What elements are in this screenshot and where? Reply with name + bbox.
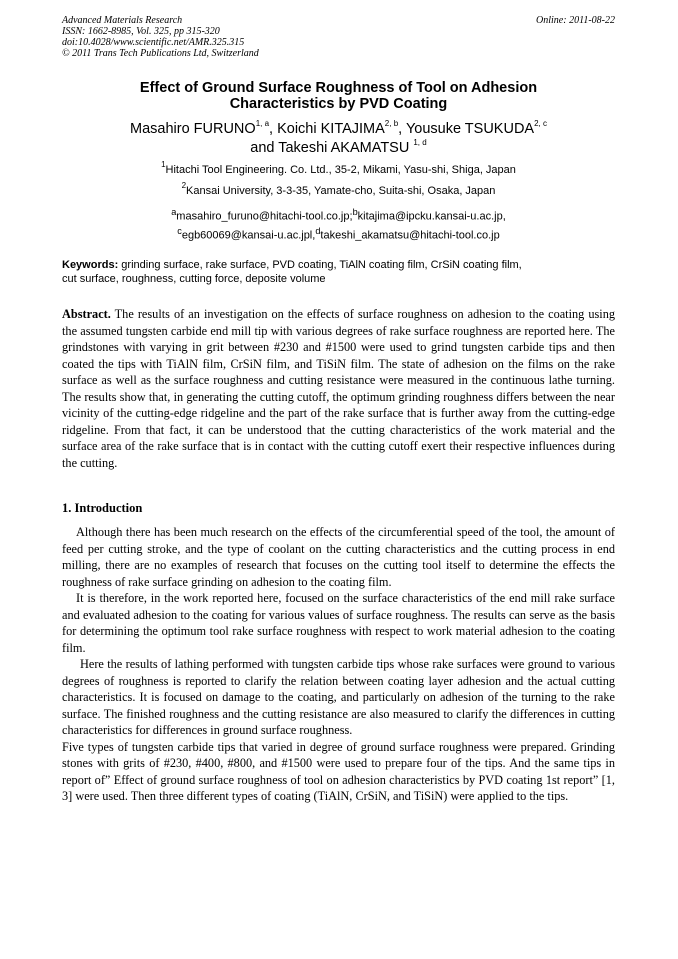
email-line-1	[62, 205, 615, 224]
abstract-text: The results of an investigation on the effects of surface roughness on adhesion to the coating using the assumed tungsten carbide end mill tip with various degrees of rake surface roughness are reported here. The grindstones with varying in grit between #230 and #1500 were used to grind tungsten carbide tips and then coated the tips with TiAlN film, CrSiN film, and TiSiN film. The state of adhesion on the films on the rake surface as well as the surface roughness and cutting resistance were measured in the continuous lathe turning. The results show that, in generating the cutting cutoff, the optimum grinding roughness differs between the near vicinity of the cutting-edge ridgeline and the part of the rake surface that is further away from the cutting-edge ridgeline. From that fact, it can be understood that the cutting characteristics of the work material and the surface area of the rake surface that is in contact with the cutting cutoff exert their respective influences during the cutting.	[62, 307, 615, 470]
abstract-paragraph	[62, 306, 615, 471]
email-sup: c	[177, 225, 182, 236]
title-line-2: Characteristics by PVD Coating	[229, 96, 448, 112]
journal-name: Advanced Materials Research	[62, 15, 183, 26]
email-address: takeshi_akamatsu@hitachi-tool.co.jp	[320, 229, 500, 242]
author-sup: 2, c	[534, 119, 547, 129]
online-date: Online: 2011-08-22	[536, 15, 615, 26]
author-name: and Takeshi AKAMATSU	[250, 140, 414, 156]
intro-paragraph-4: Five types of tungsten carbide tips that varied in degree of ground surface roughness were prepared. Grinding stones with grits of #230, #400, #800, and #1500 were used to prepare four of the tips. And the same tips in report of” Effect of ground surface roughness of tool on adhesion characteristics by PVD coating 1st report” [1, 3] were used. Then three different types of coating (TiAlN, CrSiN, and TiSiN) were applied to the tips.	[62, 739, 615, 803]
email-address: kitajima@ipcku.kansai-u.ac.jp,	[357, 210, 506, 223]
keywords-text: grinding surface, rake surface, PVD coating, TiAlN coating film, CrSiN coating film,	[118, 259, 522, 271]
intro-paragraph-3: Here the results of lathing performed with tungsten carbide tips whose rake surfaces were ground to various degrees of roughness is reported to clarify the relation between coating layer adhesion and the actual cutting characteristics. It is focused on damage to the coating, and particularly on adhesion of the turning to the rake surface. The finished roughness and the cutting resistance are also measured to clarify the differences in cutting characteristics for differences in ground surface roughness.	[62, 657, 615, 737]
journal-header	[62, 15, 615, 59]
journal-doi: doi:10.4028/www.scientific.net/AMR.325.315	[62, 37, 245, 48]
affiliation-text: Hitachi Tool Engineering. Co. Ltd., 35-2, Mikami, Yasu-shi, Shiga, Japan	[165, 164, 516, 176]
author-sup: 2, b	[384, 119, 399, 129]
affiliation-1	[62, 160, 615, 177]
affiliation-text: Kansai University, 3-3-35, Yamate-cho, Suita-shi, Osaka, Japan	[186, 185, 496, 197]
intro-paragraph-2: It is therefore, in the work reported here, focused on the surface characteristics of the end mill rake surface and evaluated adhesion to the coating for various values of surface roughness. The results can serve as the basis for determining the optimum tool rake surface roughness with respect to work material adhesion to the coating film.	[62, 591, 615, 655]
affiliation-2	[62, 181, 615, 198]
author-line-1: Masahiro FURUNO$^{1, a}$, Koichi KITAJIMA$^{2, b}$, Yousuke TSUKUDA$^{2, c}$	[130, 119, 547, 137]
affiliation-sup: 2	[181, 181, 187, 191]
keywords-label: Keywords:	[62, 259, 119, 271]
email-address: masahiro_furuno@hitachi-tool.co.jp;	[176, 210, 353, 223]
keywords-line-1	[62, 258, 615, 272]
email-line-2	[62, 224, 615, 243]
email-address: egb60069@kansai-u.ac.jpl,	[181, 229, 316, 242]
introduction-body	[62, 524, 615, 805]
abstract-label: Abstract.	[62, 307, 111, 321]
keywords	[62, 258, 615, 286]
intro-paragraph-1: Although there has been much research on the effects of the circumferential speed of the tool, the amount of feed per cutting stroke, and the type of coolant on the cutting characteristics and the cutting process in end milling, there are no examples of research that focuses on the cutting tool itself to determine the effects the roughness of rake surface grinding on adhesion to the coating film.	[62, 525, 615, 589]
author-name: Yousuke TSUKUDA	[405, 121, 535, 137]
author-sup: 1, d	[413, 138, 427, 148]
title-line-1: Effect of Ground Surface Roughness of Tool on Adhesion	[139, 80, 538, 96]
author-sup: 1, a	[255, 119, 270, 129]
section-heading-introduction: 1. Introduction	[62, 501, 143, 515]
author-name: Masahiro FURUNO	[130, 121, 256, 137]
email-sup: b	[352, 207, 358, 217]
author-line-2	[62, 139, 615, 158]
author-name: Koichi KITAJIMA	[277, 121, 385, 137]
journal-issn: ISSN: 1662-8985, Vol. 325, pp 315-320	[62, 26, 220, 37]
abstract	[62, 306, 615, 471]
email-sup: d	[315, 225, 321, 236]
email-sup: a	[171, 207, 177, 217]
affiliation-sup: 1	[161, 160, 166, 170]
journal-copyright: © 2011 Trans Tech Publications Ltd, Switzerland	[62, 48, 259, 59]
keywords-line-2: cut surface, roughness, cutting force, deposite volume	[62, 273, 326, 285]
paper-title	[62, 80, 615, 112]
email-list	[62, 205, 615, 242]
author-list	[62, 120, 615, 158]
